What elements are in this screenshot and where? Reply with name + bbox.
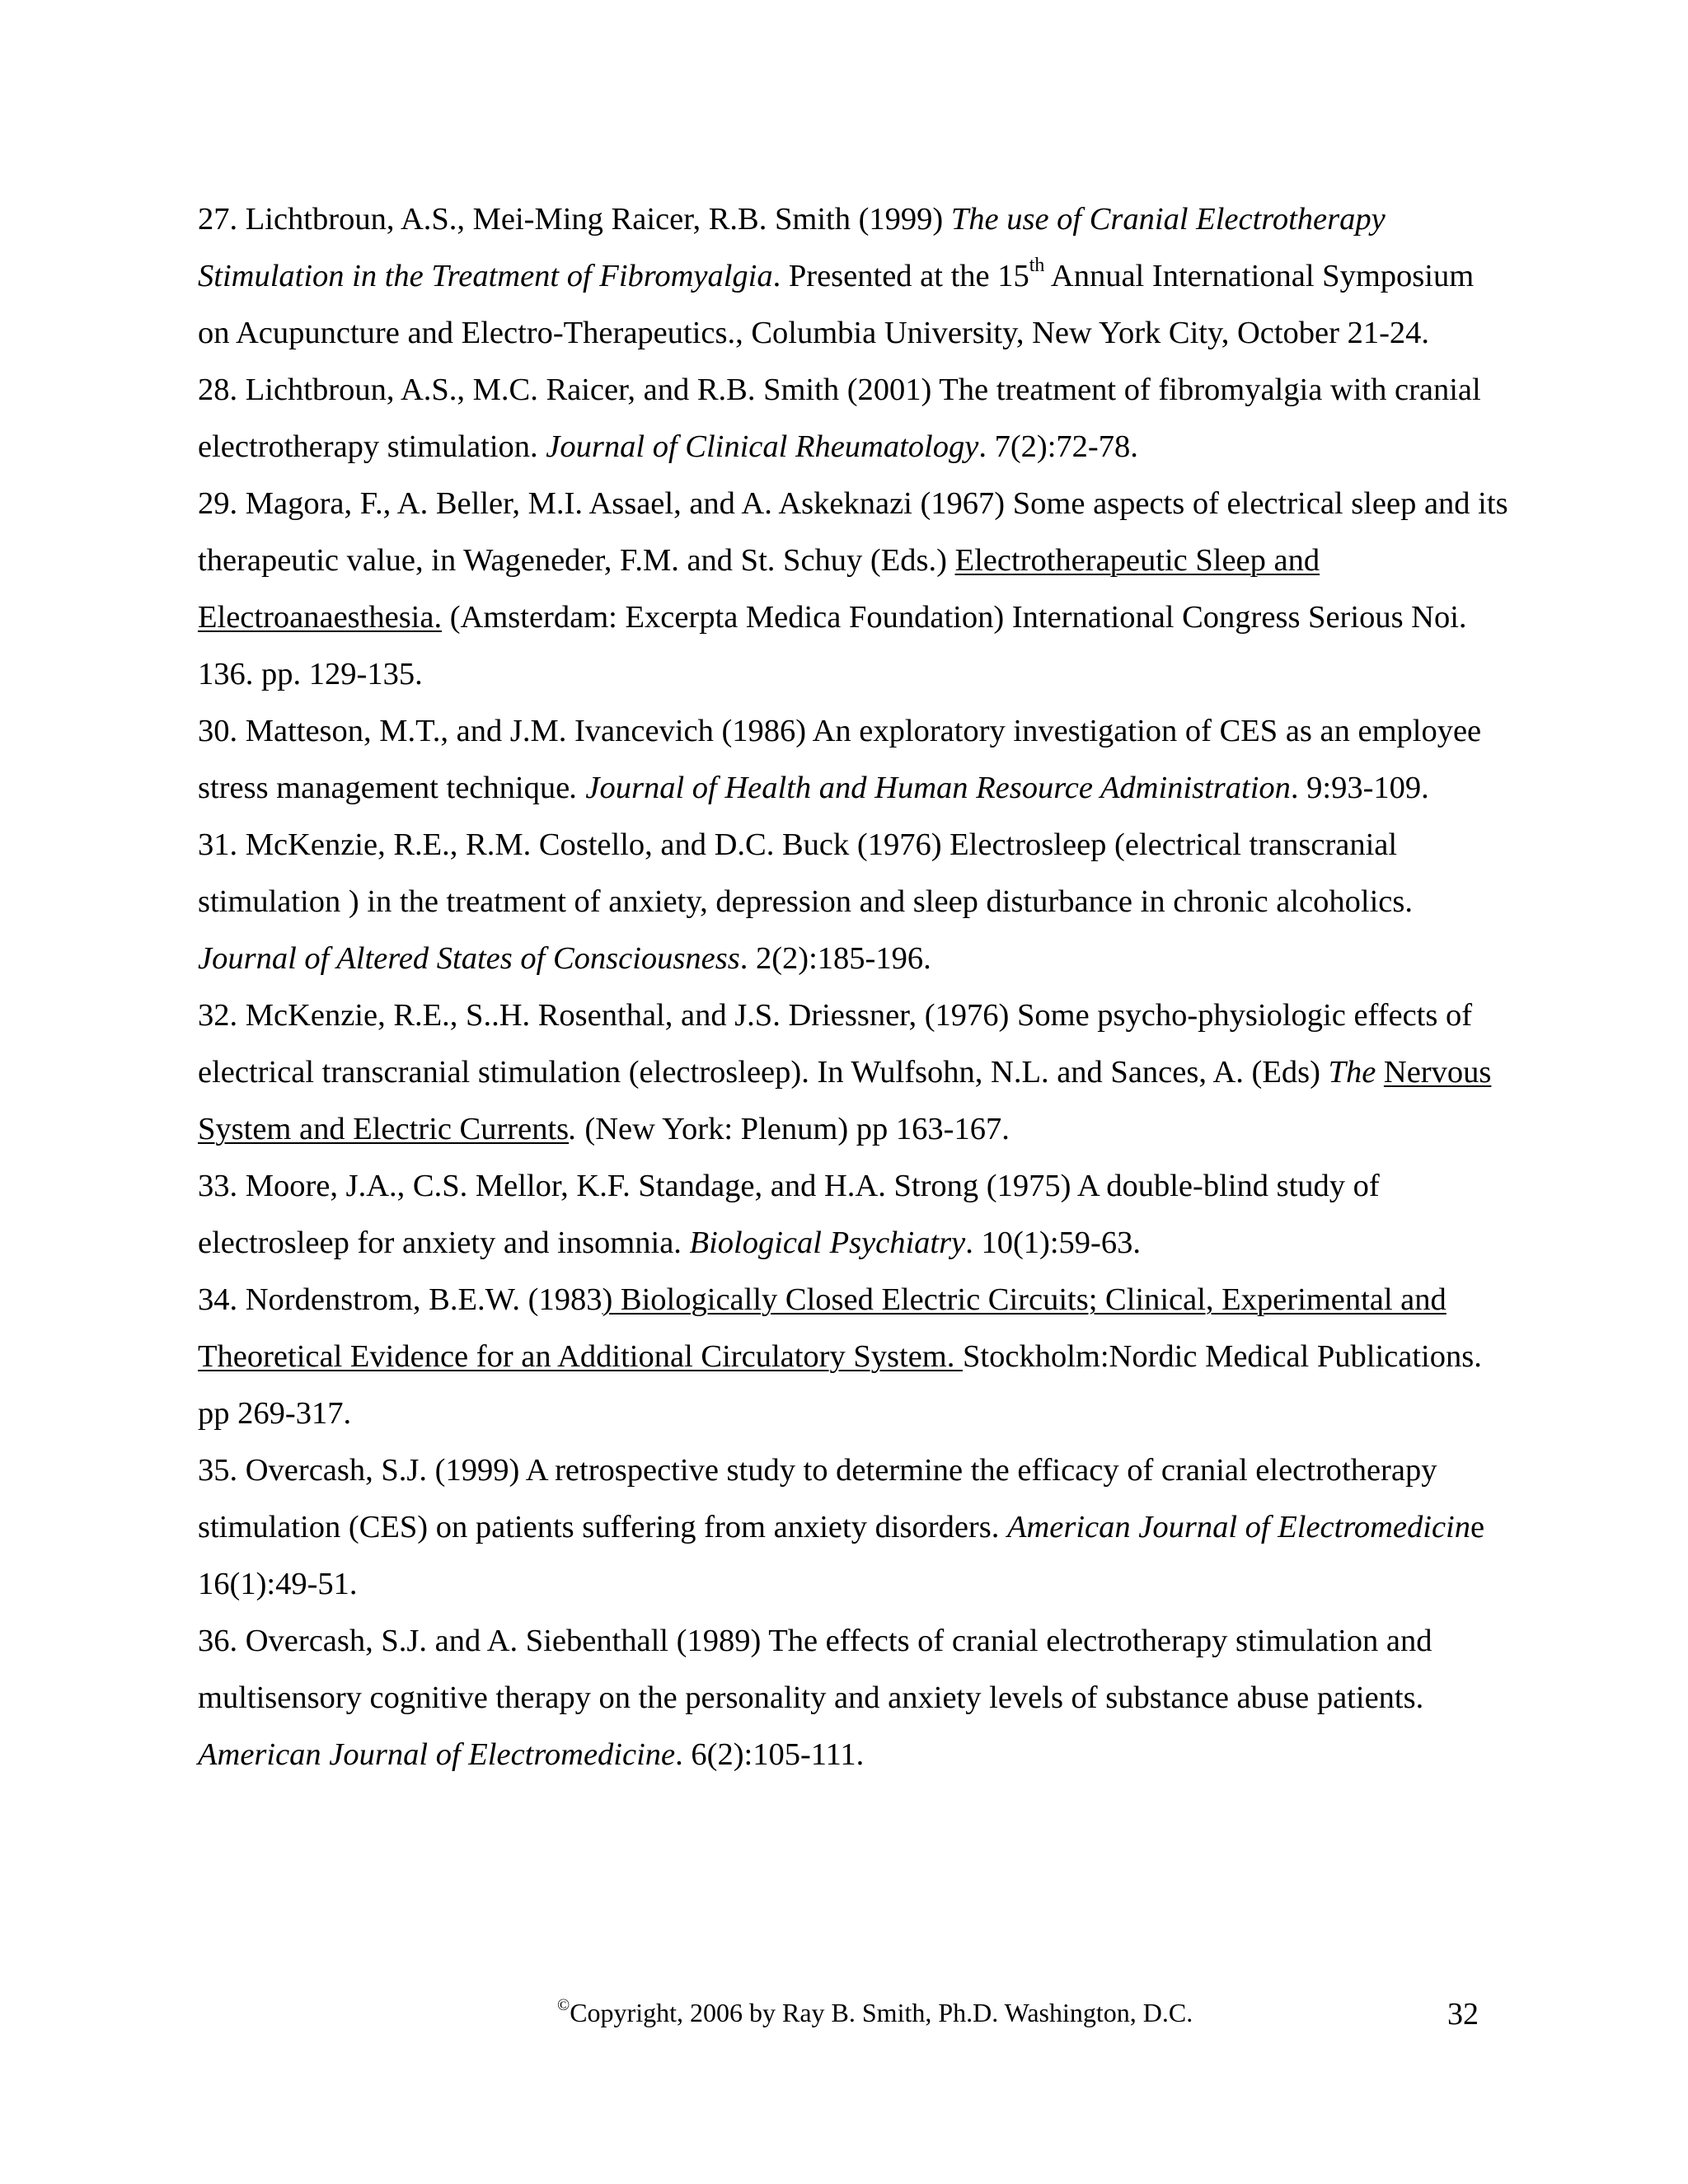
reference-number: 31. [198, 827, 238, 862]
reference-number: 28. [198, 373, 238, 407]
reference-space [1376, 1055, 1384, 1090]
reference-journal: American Journal of Electromedicin [1006, 1510, 1470, 1544]
reference-list [198, 191, 1508, 1783]
reference-authors: Nordenstrom, B.E.W. (1983 [237, 1282, 603, 1317]
ordinal-superscript: th [1029, 255, 1045, 277]
reference-29 [198, 476, 1508, 703]
reference-35 [198, 1442, 1508, 1613]
reference-title: The use of Cranial Electrotherapy Stimulation in the Treatment of Fibromyalgia [198, 202, 1386, 293]
reference-book-title: Electrotherapeutic Sleep and Electroanaesthesia. [198, 543, 1320, 635]
reference-27 [198, 191, 1508, 362]
reference-journal: Journal of Clinical Rheumatology [546, 429, 979, 464]
reference-citation: . 7(2):72-78. [978, 429, 1138, 464]
reference-30 [198, 703, 1508, 817]
reference-28 [198, 362, 1508, 476]
reference-authors: Moore, J.A., C.S. Mellor, K.F. Standage, and H.A. Strong (1975) A double-blind study of electrosleep for anxiety and insomnia. [198, 1169, 1380, 1260]
reference-number: 27. [198, 202, 238, 237]
reference-citation: e 16(1):49-51. [198, 1510, 1485, 1601]
reference-authors: Overcash, S.J. and A. Siebenthall (1989) The effects of cranial electrotherapy stimulation and multisensory cognitive therapy on the personality and anxiety levels of substance abuse patients. [198, 1624, 1432, 1715]
reference-citation: (New York: Plenum) pp 163-167. [576, 1112, 1010, 1146]
reference-33 [198, 1158, 1508, 1272]
reference-journal: Journal of Altered States of Consciousness [198, 941, 740, 976]
reference-citation: . 10(1):59-63. [965, 1226, 1142, 1260]
reference-italic-word: The [1328, 1055, 1376, 1090]
reference-number: 33. [198, 1169, 238, 1203]
reference-text: Annual International Symposium on Acupuncture and Electro-Therapeutics., Columbia University, New York City, October 21-24. [198, 259, 1475, 350]
reference-period: . [569, 1112, 577, 1146]
reference-journal: Biological Psychiatry [689, 1226, 966, 1260]
reference-citation: Stockholm:Nordic Medical Publications. pp 269-317. [198, 1339, 1482, 1431]
reference-number: 32. [198, 998, 238, 1033]
reference-authors: Lichtbroun, A.S., M.C. Raicer, and R.B. Smith (2001) The treatment of fibromyalgia with cranial electrotherapy stimulation. [198, 373, 1481, 464]
reference-citation: . 6(2):105-111. [675, 1737, 865, 1772]
reference-34 [198, 1272, 1508, 1442]
reference-book-title: ) Biologically Closed Electric Circuits; Clinical, Experimental and Theoretical Evidence for an Additional Circulatory System. [198, 1282, 1447, 1374]
reference-authors: McKenzie, R.E., R.M. Costello, and D.C. Buck (1976) Electrosleep (electrical transcranial stimulation ) in the treatment of anxiety, depression and sleep disturbance in chronic alcoholics. [198, 827, 1413, 919]
reference-citation: . 9:93-109. [1290, 771, 1429, 805]
reference-number: 29. [198, 486, 238, 521]
reference-book-title: Nervous System and Electric Currents [198, 1055, 1492, 1146]
reference-authors: Overcash, S.J. (1999) A retrospective study to determine the efficacy of cranial electrotherapy stimulation (CES) on patients suffering from anxiety disorders. [198, 1453, 1437, 1544]
reference-authors: McKenzie, R.E., S..H. Rosenthal, and J.S. Driessner, (1976) Some psycho-physiologic effects of electrical transcranial stimulation (electrosleep). In Wulfsohn, N.L. and Sances, A. (Eds) [198, 998, 1473, 1090]
reference-authors: Lichtbroun, A.S., Mei-Ming Raicer, R.B. Smith (1999) [237, 202, 951, 237]
copyright-text: Copyright, 2006 by Ray B. Smith, Ph.D. Washington, D.C. [570, 1998, 1193, 2027]
reference-text: . Presented at the 15 [772, 259, 1029, 293]
reference-31 [198, 817, 1508, 987]
copyright-symbol: © [557, 1996, 570, 2015]
reference-citation: (Amsterdam: Excerpta Medica Foundation) International Congress Serious Noi. 136. pp. 129-135. [198, 600, 1467, 691]
reference-32 [198, 987, 1508, 1158]
reference-journal: American Journal of Electromedicine [198, 1737, 676, 1772]
reference-citation: . 2(2):185-196. [739, 941, 931, 976]
reference-number: 35. [198, 1453, 238, 1488]
reference-period: . [570, 771, 586, 805]
copyright-notice [557, 1994, 1193, 2031]
reference-authors: Matteson, M.T., and J.M. Ivancevich (1986) An exploratory investigation of CES as an employee stress management technique [198, 714, 1482, 805]
reference-36 [198, 1613, 1508, 1783]
page-footer [0, 1994, 1688, 2044]
reference-journal: Journal of Health and Human Resource Administration [585, 771, 1291, 805]
page-number: 32 [1447, 1997, 1479, 2032]
reference-number: 36. [198, 1624, 238, 1658]
reference-number: 34. [198, 1282, 238, 1317]
reference-authors: Magora, F., A. Beller, M.I. Assael, and A. Askeknazi (1967) Some aspects of electrical sleep and its therapeutic value, in Wageneder, F.M. and St. Schuy (Eds.) [198, 486, 1508, 578]
reference-number: 30. [198, 714, 238, 748]
